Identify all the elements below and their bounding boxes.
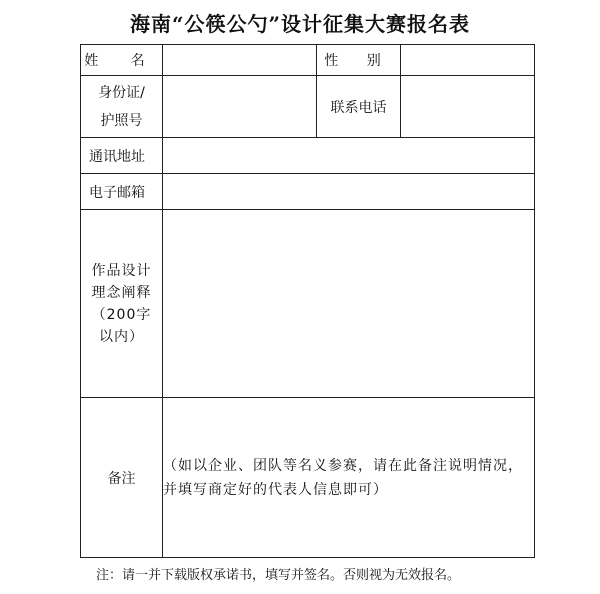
footer-note: 注：请一并下载版权承诺书，填写并签名。否则视为无效报名。 [96, 568, 461, 583]
address-label: 通讯地址 [89, 148, 145, 165]
address-field[interactable] [163, 138, 535, 174]
form-title: 海南“公筷公勺”设计征集大赛报名表 [129, 12, 470, 36]
id-label-line1: 身份证/ [98, 84, 145, 101]
remark-field[interactable] [163, 398, 535, 558]
id-label-cell [81, 76, 163, 138]
id-label-line2: 护照号 [100, 112, 143, 129]
name-label-cell [81, 45, 163, 76]
concept-field[interactable] [163, 210, 535, 398]
id-field[interactable] [163, 76, 317, 138]
gender-label: 性 别 [324, 53, 393, 69]
gender-label-cell [317, 45, 401, 76]
phone-label: 联系电话 [330, 99, 387, 116]
name-field[interactable] [163, 45, 317, 76]
remark-label: 备注 [107, 470, 136, 487]
concept-label-line2: 理念阐释 [91, 284, 152, 301]
row-name-gender [81, 45, 535, 76]
email-label-cell [81, 174, 163, 210]
row-remark [81, 398, 535, 558]
registration-form-table [80, 44, 535, 558]
remark-label-cell [81, 398, 163, 558]
row-email [81, 174, 535, 210]
address-label-cell [81, 138, 163, 174]
gender-field[interactable] [401, 45, 535, 76]
concept-label-line3: （200字 [91, 306, 152, 323]
row-id-phone [81, 76, 535, 138]
remark-note: （如以企业、团队等名义参赛，请在此备注说明情况，并填写商定好的代表人信息即可） [163, 457, 523, 498]
row-address [81, 138, 535, 174]
concept-label-cell [81, 210, 163, 398]
email-label: 电子邮箱 [89, 184, 145, 201]
name-label: 姓 名 [84, 53, 159, 69]
phone-field[interactable] [401, 76, 535, 138]
row-concept [81, 210, 535, 398]
phone-label-cell [317, 76, 401, 138]
email-field[interactable] [163, 174, 535, 210]
concept-label-line1: 作品设计 [91, 262, 152, 279]
concept-label-line4: 以内） [99, 328, 144, 345]
